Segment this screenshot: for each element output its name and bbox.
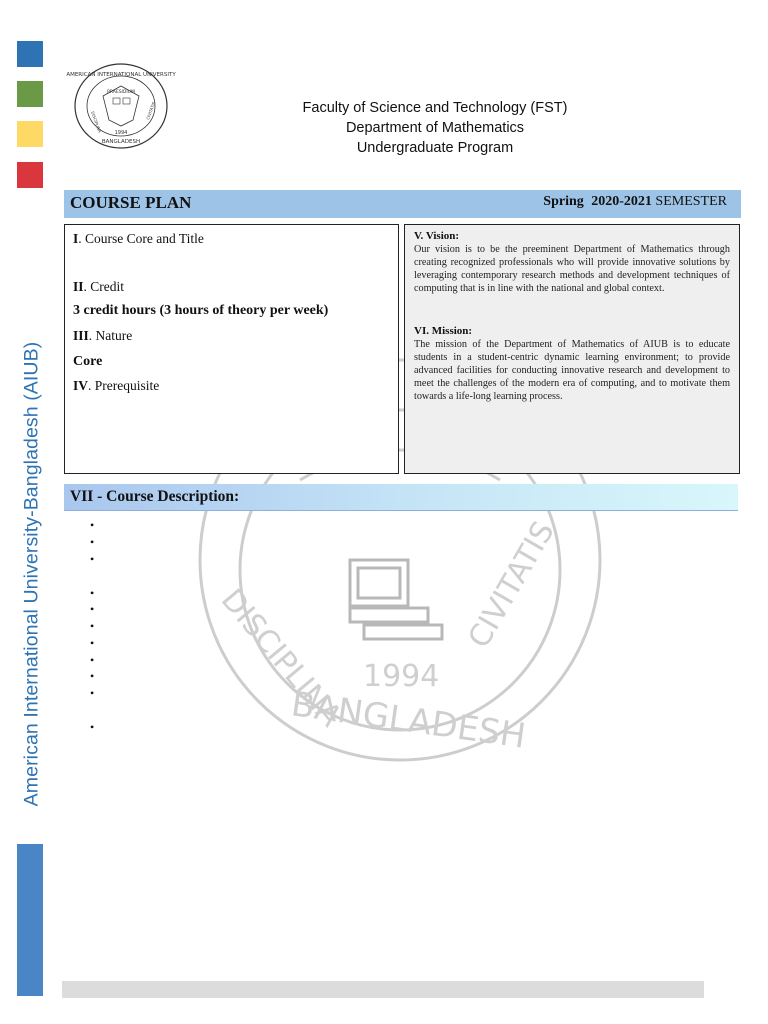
logo-top-text: AMERICAN INTERNATIONAL UNIVERSITY <box>66 72 176 78</box>
description-bullet: • <box>90 586 95 600</box>
nature-value: Core <box>73 354 103 369</box>
vision-heading: V. Vision: <box>414 230 460 242</box>
red-square-decoration <box>17 162 43 188</box>
nature-label: III. Nature <box>73 328 133 343</box>
description-bullet: • <box>90 653 95 667</box>
vision-mission-box <box>404 224 740 474</box>
semester-label <box>543 194 727 210</box>
header-department: Department of Mathematics <box>345 120 525 136</box>
logo-bottom-text: BANGLADESH <box>101 139 141 145</box>
aiub-logo <box>66 62 176 150</box>
description-bullet: • <box>90 669 95 683</box>
logo-motto-right: CIVITATIS <box>145 101 157 121</box>
credit-label: II. Credit <box>73 279 125 294</box>
logo-motto-left: DISCIPLINA <box>90 110 103 134</box>
svg-text:CIVITATIS: CIVITATIS <box>461 515 562 654</box>
description-bullet: • <box>90 602 95 616</box>
description-bullet: • <box>90 686 95 700</box>
credit-value: 3 credit hours (3 hours of theory per week) <box>73 303 329 318</box>
mission-heading: VI. Mission: <box>414 325 473 337</box>
logo-year: 1994 <box>114 130 128 136</box>
description-bullet: • <box>90 552 95 566</box>
semester-season: Spring <box>543 194 584 209</box>
yellow-square-decoration <box>17 121 43 147</box>
course-plan-title: COURSE PLAN <box>70 193 192 212</box>
svg-text:1994: 1994 <box>363 659 440 694</box>
course-plan-band <box>64 190 741 218</box>
svg-text:DISCIPLINA: DISCIPLINA <box>213 582 349 734</box>
description-bullet: • <box>90 636 95 650</box>
semester-word: SEMESTER <box>655 194 727 209</box>
footer-bar <box>62 981 704 998</box>
course-description-band <box>64 484 738 511</box>
vision-text: Our vision is to be the preeminent Department of Mathematics through creating recognized professionals who will provide innovative solutions by leveraging contemporary research methods and development techniques of computing that is in line with the national and global context. <box>414 244 730 294</box>
header-faculty: Faculty of Science and Technology (FST) <box>302 100 568 116</box>
course-core-title-label: I. Course Core and Title <box>73 231 204 246</box>
side-university-title: American International University-Bangladesh (AIUB) <box>20 341 43 807</box>
mission-text: The mission of the Department of Mathematics of AIUB is to educate students in a student-centric dynamic learning environment; to provide advanced facilities for conducting innovative research and development to meet the challenges of the modern era of computing, and to motivate them towards a life-long learning process. <box>414 339 730 402</box>
svg-text:BANGLADESH: BANGLADESH <box>288 684 529 757</box>
course-description-title: VII - Course Description: <box>70 488 240 505</box>
description-bullet: • <box>90 518 95 532</box>
blue-square-decoration <box>17 41 43 67</box>
header-program: Undergraduate Program <box>356 140 514 156</box>
logo-center-text: PRAESIDIUM <box>107 90 135 95</box>
course-info-box <box>64 224 399 474</box>
description-bullet: • <box>90 720 95 734</box>
prerequisite-label: IV. Prerequisite <box>73 378 160 393</box>
semester-year: 2020-2021 <box>591 194 652 209</box>
description-bullet: • <box>90 535 95 549</box>
description-bullet: • <box>90 619 95 633</box>
green-square-decoration <box>17 81 43 107</box>
side-blue-bar <box>17 844 43 996</box>
